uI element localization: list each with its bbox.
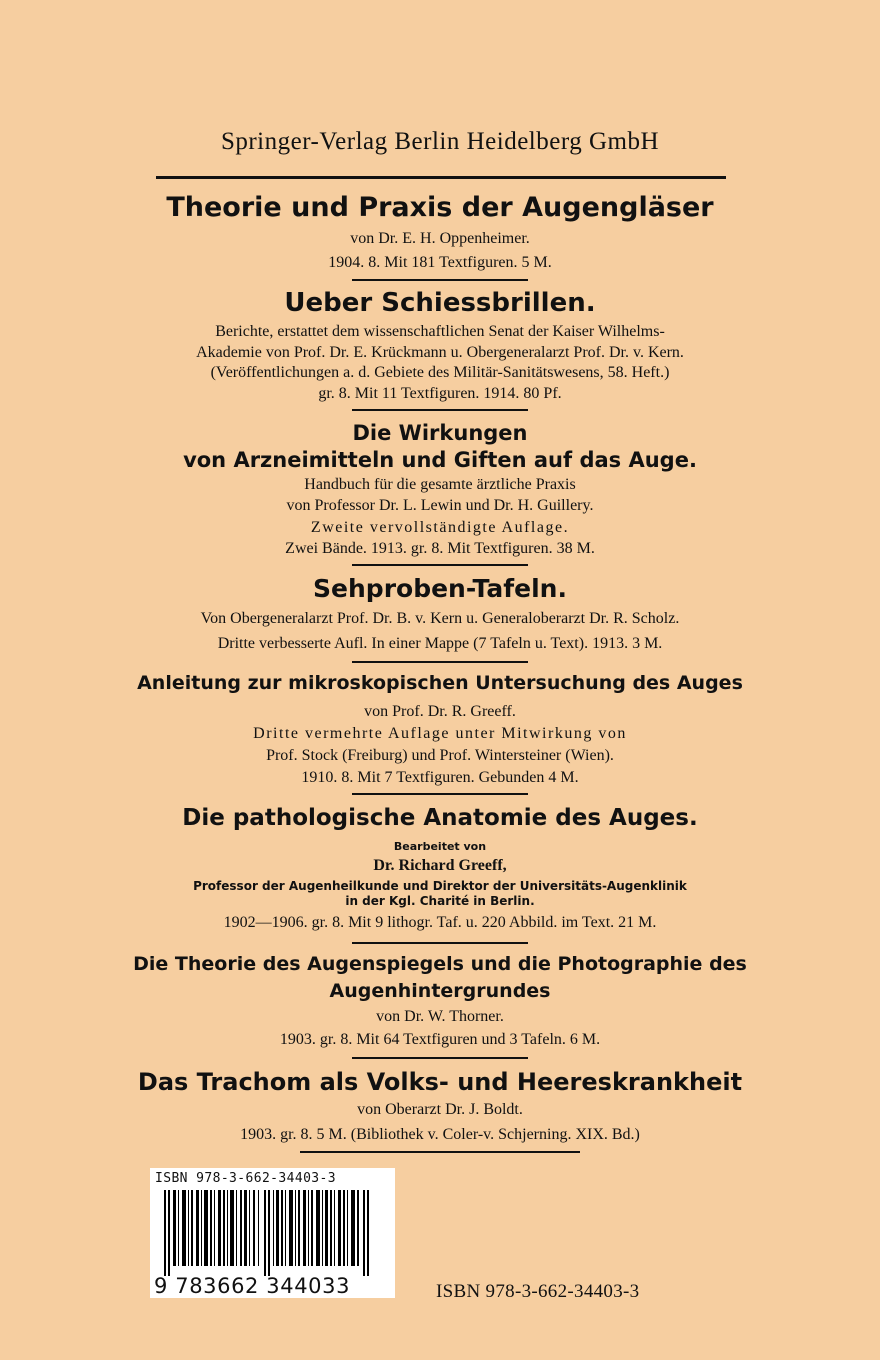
barcode-isbn-label: ISBN 978-3-662-34403-3 (155, 1171, 336, 1186)
book-8-line-1: von Oberarzt Dr. J. Boldt. (357, 1101, 523, 1118)
separator (352, 564, 528, 566)
book-2-line-2: Akademie von Prof. Dr. E. Krückmann u. Obergeneralarzt Prof. Dr. v. Kern. (196, 344, 684, 361)
separator (352, 793, 528, 795)
book-5-line-3: Prof. Stock (Freiburg) und Prof. Wintersteiner (Wien). (266, 747, 614, 764)
book-5-line-4: 1910. 8. Mit 7 Textfiguren. Gebunden 4 M. (301, 769, 579, 786)
book-7-title-2: Augenhintergrundes (329, 980, 551, 1002)
book-8-line-2: 1903. gr. 8. 5 M. (Bibliothek v. Coler-v. Schjerning. XIX. Bd.) (240, 1126, 640, 1143)
book-2-line-1: Berichte, erstattet dem wissenschaftlichen Senat der Kaiser Wilhelms- (215, 323, 665, 340)
book-6-title: Die pathologische Anatomie des Auges. (182, 805, 698, 831)
barcode-bars (164, 1190, 382, 1276)
book-3-line-2: von Professor Dr. L. Lewin und Dr. H. Guillery. (286, 497, 594, 514)
separator (352, 942, 528, 944)
book-1-title: Theorie und Praxis der Augengläser (166, 192, 714, 223)
book-2-line-3: (Veröffentlichungen a. d. Gebiete des Militär-Sanitätswesens, 58. Heft.) (210, 364, 670, 381)
barcode-digits: 9 783662 344033 (154, 1274, 351, 1298)
separator (300, 1151, 580, 1153)
book-1-author: von Dr. E. H. Oppenheimer. (350, 230, 530, 247)
book-3-title-2: von Arzneimitteln und Giften auf das Auge. (183, 448, 697, 472)
book-3-title-1: Die Wirkungen (352, 421, 528, 445)
publisher-name: Springer-Verlag Berlin Heidelberg GmbH (220, 128, 660, 155)
book-7-line-1: von Dr. W. Thorner. (376, 1008, 504, 1025)
book-4-line-2: Dritte verbesserte Aufl. In einer Mappe (7 Tafeln u. Text). 1913. 3 M. (217, 635, 663, 652)
book-5-line-2: Dritte vermehrte Auflage unter Mitwirkung von (253, 725, 627, 742)
book-1-details: 1904. 8. Mit 181 Textfiguren. 5 M. (328, 254, 552, 271)
book-5-line-1: von Prof. Dr. R. Greeff. (364, 703, 516, 720)
book-6-line-3: Professor der Augenheilkunde und Direktor der Universitäts-Augenklinik (193, 879, 687, 893)
book-6-author: Dr. Richard Greeff, (373, 857, 507, 874)
book-3-line-1: Handbuch für die gesamte ärztliche Praxis (304, 476, 576, 493)
isbn-text: ISBN 978-3-662-34403-3 (436, 1281, 640, 1302)
separator (352, 409, 528, 411)
separator (352, 1057, 528, 1059)
book-6-line-5: 1902—1906. gr. 8. Mit 9 lithogr. Taf. u. 220 Abbild. im Text. 21 M. (223, 914, 657, 931)
book-3-line-4: Zwei Bände. 1913. gr. 8. Mit Textfiguren. 38 M. (285, 540, 595, 557)
book-7-line-2: 1903. gr. 8. Mit 64 Textfiguren und 3 Tafeln. 6 M. (279, 1031, 601, 1048)
book-5-title: Anleitung zur mikroskopischen Untersuchung des Auges (137, 672, 743, 694)
separator (352, 661, 528, 663)
barcode (150, 1168, 395, 1298)
separator (352, 279, 528, 281)
book-6-line-1: Bearbeitet von (393, 840, 487, 853)
book-2-line-4: gr. 8. Mit 11 Textfiguren. 1914. 80 Pf. (318, 385, 562, 402)
book-4-line-1: Von Obergeneralarzt Prof. Dr. B. v. Kern u. Generaloberarzt Dr. R. Scholz. (200, 610, 680, 627)
book-3-line-3: Zweite vervollständigte Auflage. (310, 519, 570, 536)
book-8-title: Das Trachom als Volks- und Heereskrankheit (137, 1068, 743, 1096)
book-2-title: Ueber Schiessbrillen. (284, 288, 596, 318)
book-4-title: Sehproben-Tafeln. (313, 574, 567, 603)
book-7-title-1: Die Theorie des Augenspiegels und die Photographie des (133, 953, 747, 975)
top-rule (156, 176, 726, 179)
book-6-line-4: in der Kgl. Charité in Berlin. (345, 894, 535, 908)
